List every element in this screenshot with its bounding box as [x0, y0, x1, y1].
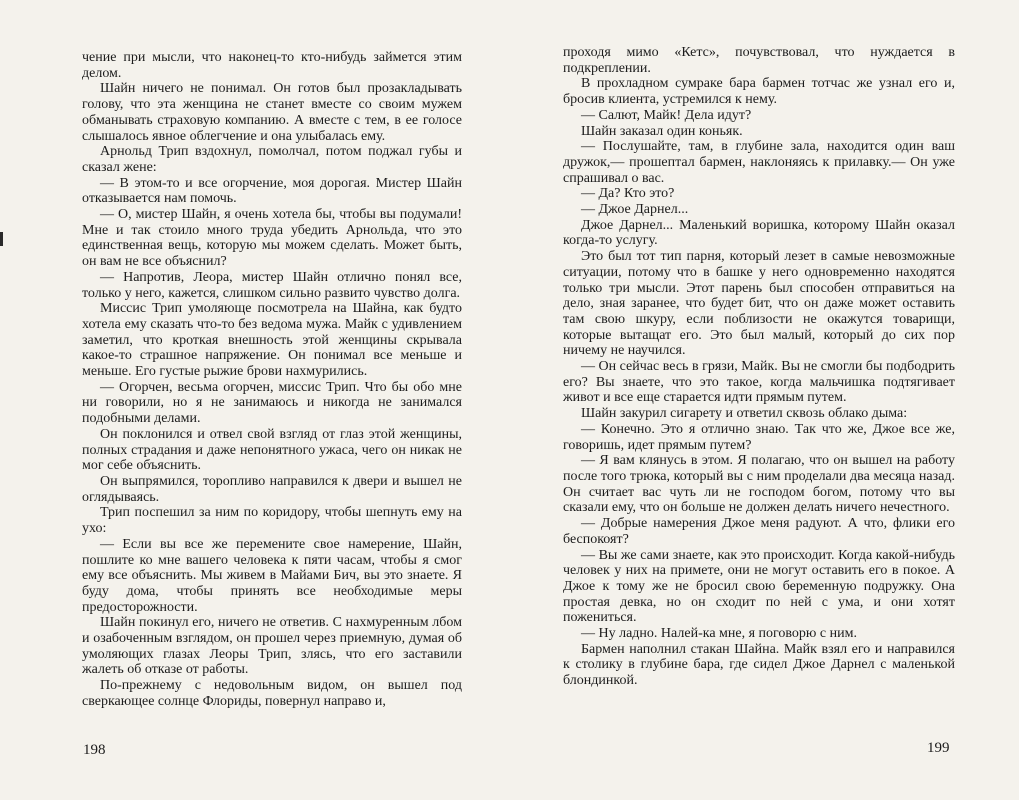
paragraph: — Да? Кто это? [581, 186, 675, 202]
paragraph: Он выпрямился, торопливо направился к двери и вышел не оглядываясь. [82, 473, 462, 505]
paragraph: Шайн ничего не понимал. Он готов был прозакладывать голову, что эта женщина не станет вместе со своим мужем обманывать страховую компанию. А вместе с тем, в ее голосе слышалось явное облегчение и она улыбалась ему. [82, 81, 462, 144]
paragraph: Арнольд Трип вздохнул, помолчал, потом поджал губы и сказал жене: [82, 144, 462, 175]
paragraph: — Салют, Майк! Дела идут? [581, 107, 752, 123]
paragraph: По-прежнему с недовольным видом, он вышел под сверкающее солнце Флориды, повернул направо и, [82, 678, 462, 709]
paragraph: Шайн покинул его, ничего не ответив. С нахмуренным лбом и озабоченным взглядом, он прошел через приемную, думая об умоляющих глазах Леоры Трип, злясь, что его заставили жалеть об отказе от работы. [82, 615, 462, 678]
paragraph: — Огорчен, весьма огорчен, миссис Трип. Что бы обо мне ни говорили, но я не занимаюсь и никогда не занимался подобными делами. [82, 379, 462, 427]
paragraph: — Если вы все же перемените свое намерение, Шайн, пошлите ко мне вашего человека к пяти часам, чтобы я смог ему все объяснить. Мы живем в Майами Бич, вы это знаете. Я буду дома, чтобы принять все необходимые меры предосторожности. [82, 536, 462, 615]
left-page [0, 0, 509, 800]
paragraph: — Добрые намерения Джое меня радуют. А что, флики его беспокоят? [563, 516, 955, 547]
paragraph: Это был тот тип парня, который лезет в самые невозможные ситуации, потому что в башке у него одновременно находятся только три мысли. Этот парень был способен отправиться на дело, зная заранее, что будет бит, что он даже может оставить там свою шкуру, если поблизости не окажутся товарищи, которые вытащат его. Это был малый, который до сих пор ничему не научился. [563, 249, 955, 359]
paragraph: — Ну ладно. Налей-ка мне, я поговорю с ним. [581, 626, 857, 642]
paragraph: Миссис Трип умоляюще посмотрела на Шайна, как будто хотела ему сказать что-то без ведома мужа. Майк с удивлением заметил, что кроткая внешность этой женщины скрывала какое-то страшное напряжение. Он понимал все меньше и меньше. Его густые рыжие брови нахмурились. [82, 301, 462, 380]
paragraph: Шайн заказал один коньяк. [581, 123, 743, 139]
paragraph: — Я вам клянусь в этом. Я полагаю, что он вышел на работу после того трюка, который вы с ним проделали два месяца назад. Он считает вас чуть ли не господом богом, потому что вы сказали ему, что он больше не должен делать ничего нечестного. [563, 453, 955, 516]
paragraph: — Джое Дарнел... [581, 202, 689, 218]
page-number: 199 [927, 740, 950, 756]
paragraph: Он поклонился и отвел свой взгляд от глаз этой женщины, полных страдания и даже непонятного ужаса, чего он никак не мог себе объяснить. [82, 426, 462, 474]
paragraph: — Послушайте, там, в глубине зала, находится один ваш дружок,— прошептал бармен, наклоняясь к прилавку.— Он уже спрашивал о вас. [563, 139, 955, 186]
paragraph: Трип поспешил за ним по коридору, чтобы шепнуть ему на ухо: [82, 505, 462, 537]
paragraph: Шайн закурил сигарету и ответил сквозь облако дыма: [581, 406, 908, 422]
paragraph: В прохладном сумраке бара бармен тотчас же узнал его и, бросив клиента, устремился к нему. [563, 76, 955, 108]
right-page [509, 0, 1019, 800]
paragraph: — Вы же сами знаете, как это происходит. Когда какой-нибудь человек у них на примете, они не могут оставить его в покое. А Джое к тому же не бросил свою беременную подружку. Она простая девка, но он сходит по ней с ума, и они хотят пожениться. [563, 547, 955, 626]
left-page-text [82, 50, 462, 710]
paragraph: Бармен наполнил стакан Шайна. Майк взял его и направился к столику в глубине бара, где сидел Джое Дарнел с маленькой блондинкой. [563, 641, 955, 689]
paragraph: — В этом-то и все огорчение, моя дорогая. Мистер Шайн отказывается нам помочь. [82, 175, 462, 207]
paragraph: проходя мимо «Кетс», почувствовал, что нуждается в подкреплении. [563, 45, 955, 76]
paragraph: — Он сейчас весь в грязи, Майк. Вы не смогли бы подбодрить его? Вы знаете, что это такое, когда мальчишка подтягивает живот и все еще старается идти прямым путем. [563, 359, 955, 406]
paragraph: — Напротив, Леора, мистер Шайн отлично понял все, только у него, кажется, слишком сильно развито чувство долга. [82, 269, 462, 301]
paragraph: Джое Дарнел... Маленький воришка, которому Шайн оказал когда-то услугу. [563, 217, 955, 249]
page-number: 198 [83, 742, 106, 758]
paragraph: — О, мистер Шайн, я очень хотела бы, чтобы вы подумали! Мне и так стоило много труда убедить Арнольда, что это единственная вещь, которую мы можем сделать. Может быть, он вам не все объяснил? [82, 207, 462, 270]
paragraph: чение при мысли, что наконец-то кто-нибудь займется этим делом. [82, 50, 462, 81]
right-page-text [563, 45, 955, 689]
paragraph: — Конечно. Это я отлично знаю. Так что же, Джое все же, говоришь, идет прямым путем? [563, 421, 955, 453]
